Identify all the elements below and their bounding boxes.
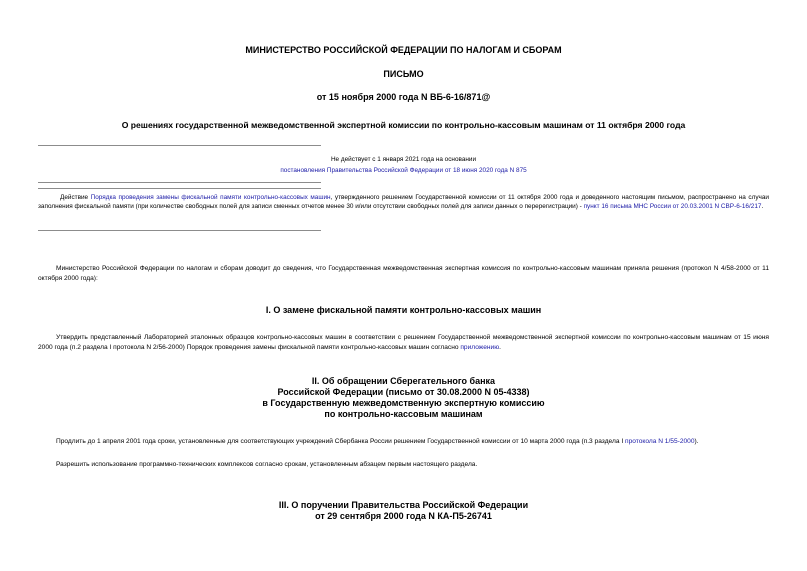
section2-para2-text: Разрешить использование программно-технических комплексов согласно срокам, установленным абзацем первым настоящего раздела. <box>56 461 478 468</box>
note-suffix: . <box>761 203 764 210</box>
section3-title <box>0 500 807 522</box>
section2-title-line: в Государственную межведомственную экспертную комиссию <box>262 398 545 408</box>
section2-title-line: Российской Федерации (письмо от 30.08.2000 N 05-4338) <box>277 387 530 397</box>
intro-paragraph <box>38 264 769 284</box>
section2-para1-suffix: ). <box>694 438 699 445</box>
protocol-link[interactable]: протокола N 1/55-2000 <box>625 438 695 445</box>
section2-paragraph1 <box>38 437 769 447</box>
section2-para1-text: Продлить до 1 апреля 2001 года сроки, установленные для соответствующих учреждений Сбербанка России решением Государственной комиссии от 10 марта 2000 года (п.3 раздела I <box>56 438 624 445</box>
status-link[interactable]: постановления Правительства Российской Федерации от 18 июня 2020 года N 875 <box>280 167 527 174</box>
ministry-title: МИНИСТЕРСТВО РОССИЙСКОЙ ФЕДЕРАЦИИ ПО НАЛОГАМ И СБОРАМ <box>245 45 562 55</box>
section2-title <box>0 376 807 420</box>
divider <box>38 145 321 146</box>
section2-title-line: II. Об обращении Сберегательного банка <box>311 376 496 386</box>
doc-subject: О решениях государственной межведомственной экспертной комиссии по контрольно-кассовым машинам от 11 октября 2000 года <box>121 120 686 130</box>
status-text: Не действует с 1 января 2021 года на основании <box>330 156 477 163</box>
section2-title-line: по контрольно-кассовым машинам <box>324 409 483 419</box>
note-prefix: Действие <box>60 194 89 201</box>
section1-text: Утвердить представленный Лабораторией эталонных образцов контрольно-кассовых машин в соответствии с решением Государственной межведомственной экспертной комиссии по контрольно-кассовым машинам от 15 июня 2000 года (п.2 раздела I протокола N 2/56-2000) Порядок проведения замены фискальной памяти контрольно-кассовых машин согласно <box>38 334 769 351</box>
section3-title-line: III. О поручении Правительства Российской Федерации <box>278 500 529 510</box>
section1-suffix: . <box>499 344 501 351</box>
section1-title: I. О замене фискальной памяти контрольно-кассовых машин <box>265 305 542 315</box>
section1-paragraph <box>38 333 769 353</box>
note-link-order[interactable]: Порядка проведения замены фискальной памяти контрольно-кассовых машин <box>90 194 331 201</box>
intro-text: Министерство Российской Федерации по налогам и сборам доводит до сведения, что Государственная межведомственная экспертная комиссия по контрольно-кассовым машинам приняла решения (протокол N 4/58-2000 от 11 октября 2000 года): <box>38 265 769 282</box>
note-link-letter[interactable]: пункт 16 письма МНС России от 20.03.2001 N СВР-6-16/217 <box>583 203 762 210</box>
divider <box>38 230 321 231</box>
section2-paragraph2 <box>38 460 769 470</box>
doc-type: ПИСЬМО <box>383 69 424 79</box>
doc-number: от 15 ноября 2000 года N ВБ-6-16/871@ <box>316 92 491 102</box>
divider <box>38 188 321 189</box>
section3-title-line: от 29 сентября 2000 года N КА-П5-26741 <box>315 511 492 521</box>
note-paragraph <box>38 193 769 211</box>
appendix-link[interactable]: приложению <box>460 344 500 351</box>
note-middle: , утвержденного решением Государственной комиссии от 11 октября 2000 года и доведенного настоящим письмом, распространено на случаи заполнения фискальной памяти (при количестве свободных полей для записи сменных отчетов менее 30 и/или отсутствии свободных полей для записи данных о перерегистрации) - <box>38 194 769 210</box>
divider <box>38 182 321 183</box>
